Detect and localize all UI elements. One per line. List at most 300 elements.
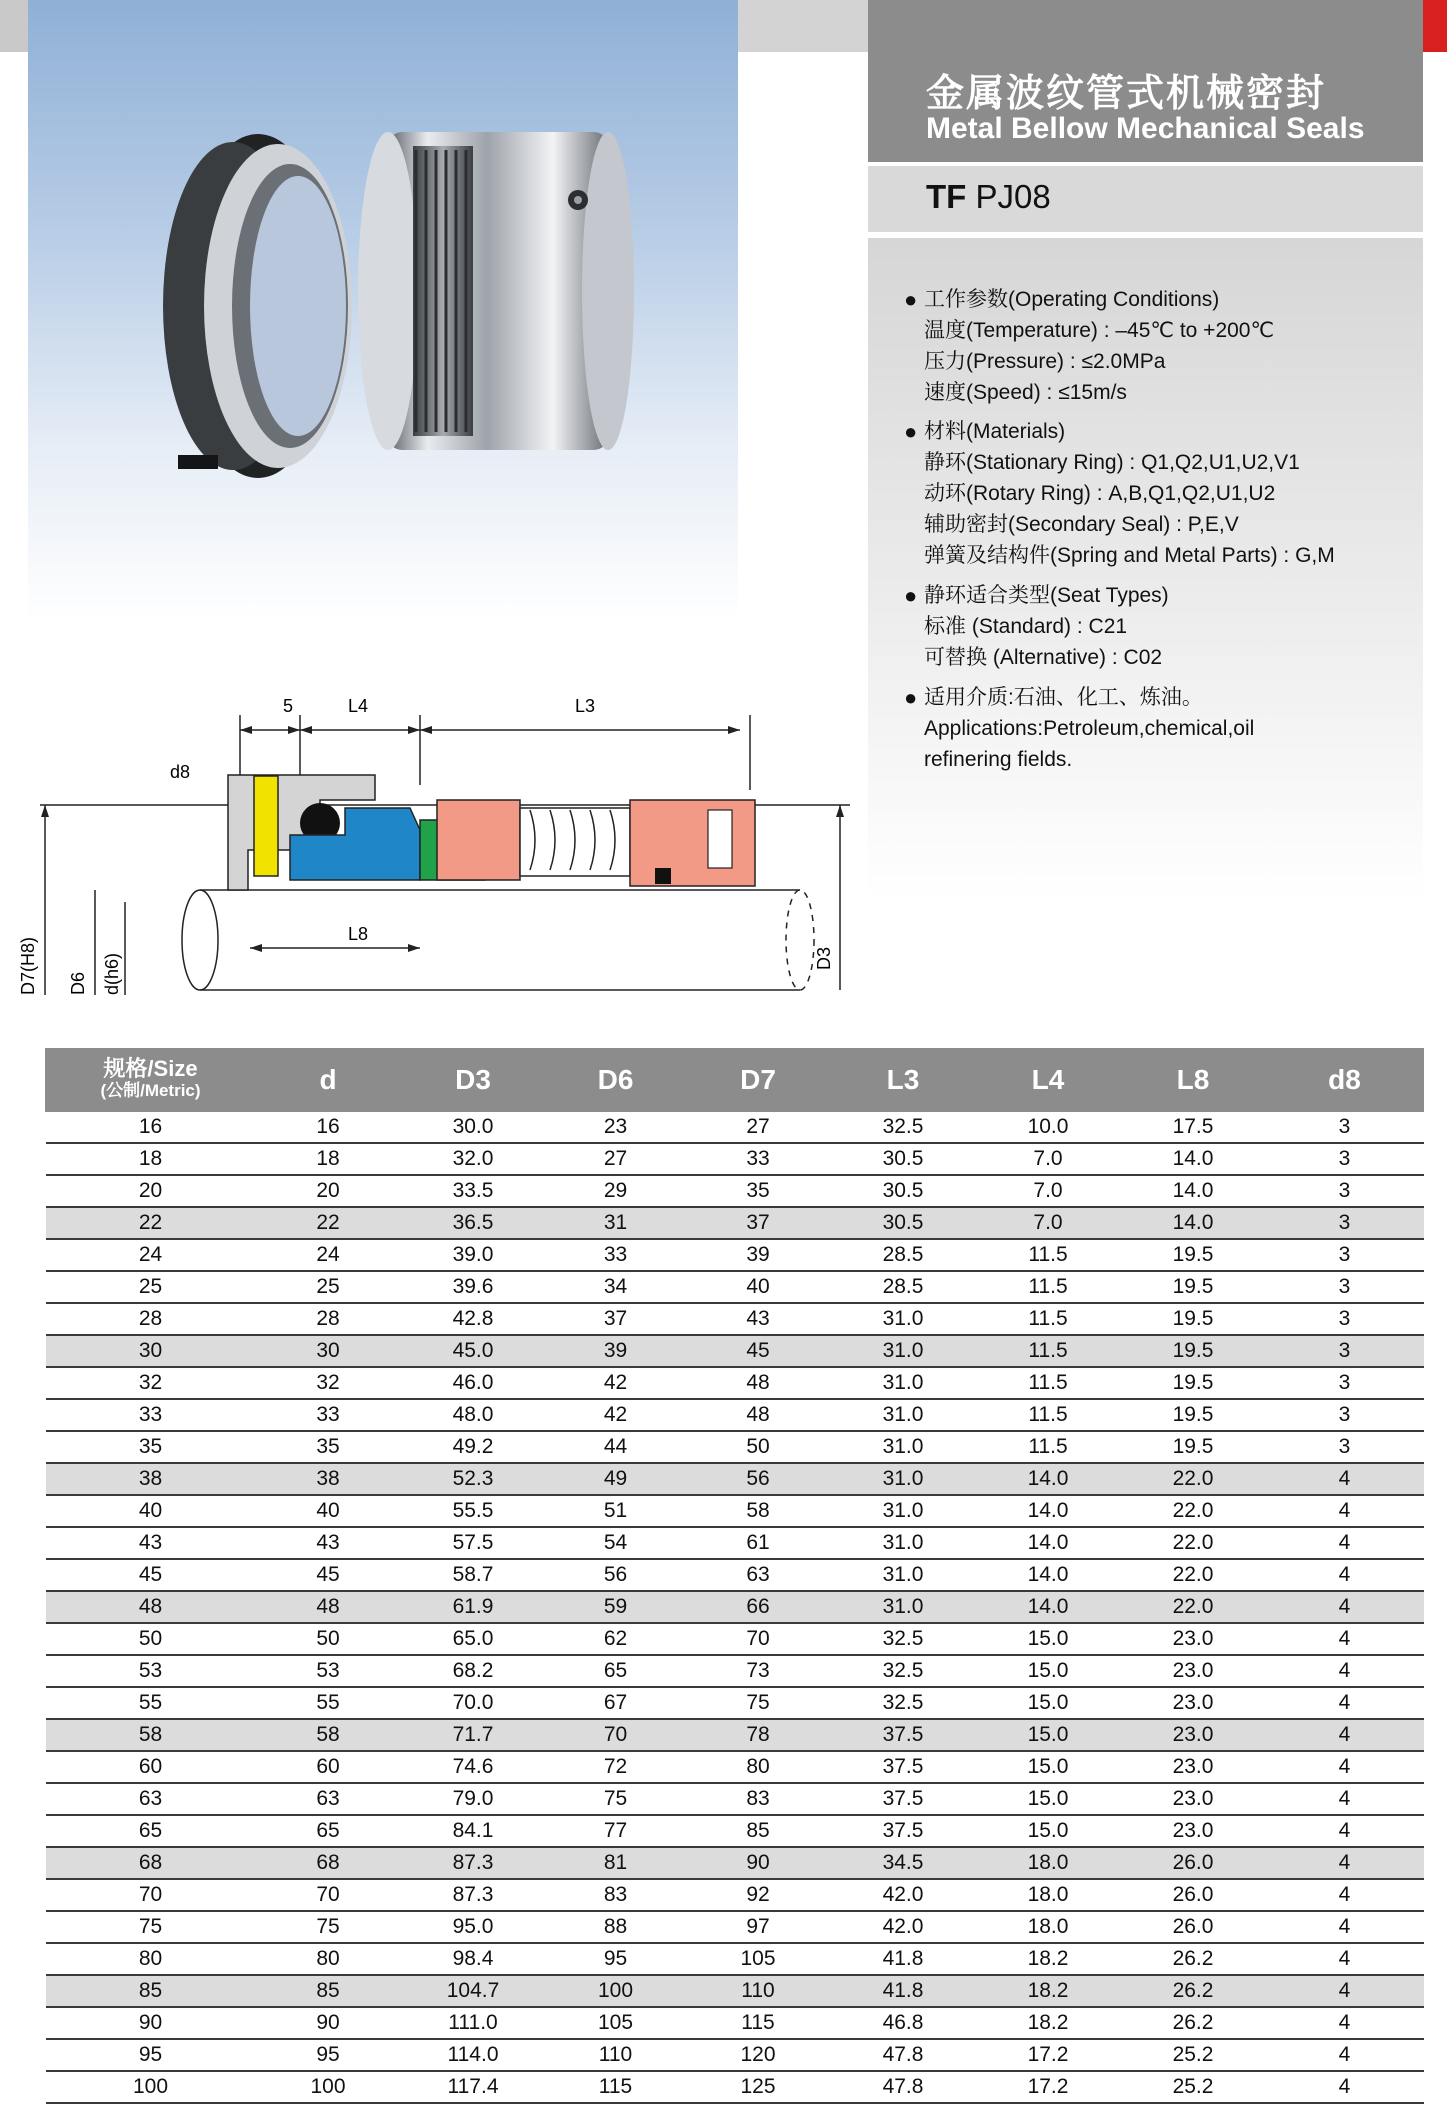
table-cell: 36.5	[401, 1207, 546, 1239]
materials-heading: 材料(Materials)	[924, 420, 1066, 443]
table-cell: 3	[1266, 1431, 1424, 1463]
table-cell: 19.5	[1121, 1431, 1266, 1463]
table-cell: 90	[256, 2007, 401, 2039]
table-cell: 11.5	[976, 1239, 1121, 1271]
table-cell: 26.0	[1121, 1847, 1266, 1879]
table-cell: 34.5	[831, 1847, 976, 1879]
table-cell: 73	[686, 1655, 831, 1687]
table-cell: 120	[686, 2039, 831, 2071]
table-cell: 66	[686, 1591, 831, 1623]
table-cell: 23.0	[1121, 1719, 1266, 1751]
model-prefix: TF	[926, 178, 967, 215]
table-cell: 31.0	[831, 1399, 976, 1431]
model-panel	[868, 166, 1423, 232]
table-cell: 39.0	[401, 1239, 546, 1271]
table-cell: 15.0	[976, 1751, 1121, 1783]
dim-label-d: d(h6)	[102, 952, 122, 995]
table-cell: 42.8	[401, 1303, 546, 1335]
table-cell: 11.5	[976, 1303, 1121, 1335]
table-cell: 25.2	[1121, 2039, 1266, 2071]
seat-types	[904, 580, 1169, 673]
table-row	[46, 1143, 1424, 1175]
table-cell: 23.0	[1121, 1687, 1266, 1719]
table-cell: 7.0	[976, 1143, 1121, 1175]
table-cell: 23.0	[1121, 1783, 1266, 1815]
table-cell: 42	[546, 1367, 686, 1399]
table-cell: 30	[46, 1335, 256, 1367]
table-cell: 78	[686, 1719, 831, 1751]
table-cell: 44	[546, 1431, 686, 1463]
table-cell: 11.5	[976, 1431, 1121, 1463]
table-cell: 70	[46, 1879, 256, 1911]
table-cell: 4	[1266, 1495, 1424, 1527]
table-cell: 30.5	[831, 1207, 976, 1239]
table-cell: 100	[46, 2071, 256, 2103]
table-cell: 63	[686, 1559, 831, 1591]
table-cell: 4	[1266, 1591, 1424, 1623]
dim-label-5: 5	[283, 696, 294, 716]
table-cell: 34	[546, 1271, 686, 1303]
table-cell: 4	[1266, 1783, 1424, 1815]
table-cell: 18.2	[976, 2007, 1121, 2039]
table-cell: 43	[256, 1527, 401, 1559]
table-cell: 14.0	[1121, 1175, 1266, 1207]
table-cell: 39	[546, 1335, 686, 1367]
spec-panel	[868, 238, 1423, 900]
table-cell: 17.5	[1121, 1112, 1266, 1144]
title-panel	[868, 52, 1423, 162]
table-cell: 28	[46, 1303, 256, 1335]
table-cell: 50	[256, 1623, 401, 1655]
table-cell: 39.6	[401, 1271, 546, 1303]
table-cell: 67	[546, 1687, 686, 1719]
table-cell: 54	[546, 1527, 686, 1559]
table-cell: 98.4	[401, 1943, 546, 1975]
table-cell: 24	[256, 1239, 401, 1271]
table-cell: 22.0	[1121, 1527, 1266, 1559]
bullet-icon: ●	[904, 685, 918, 710]
table-cell: 20	[46, 1175, 256, 1207]
table-cell: 38	[46, 1463, 256, 1495]
table-cell: 32.5	[831, 1112, 976, 1144]
table-row	[46, 1399, 1424, 1431]
table-cell: 85	[686, 1815, 831, 1847]
applications-line: refinering fields.	[924, 748, 1073, 771]
table-cell: 48	[686, 1399, 831, 1431]
table-cell: 28.5	[831, 1239, 976, 1271]
table-row	[46, 1239, 1424, 1271]
table-cell: 4	[1266, 1463, 1424, 1495]
operating-line: 速度(Speed) : ≤15m/s	[924, 381, 1127, 404]
table-cell: 4	[1266, 1719, 1424, 1751]
materials-line: 辅助密封(Secondary Seal) : P,E,V	[924, 513, 1239, 536]
table-cell: 31.0	[831, 1591, 976, 1623]
table-row	[46, 1495, 1424, 1527]
table-row	[46, 1719, 1424, 1751]
table-cell: 11.5	[976, 1399, 1121, 1431]
table-cell: 22	[256, 1207, 401, 1239]
table-cell: 68	[46, 1847, 256, 1879]
table-cell: 22.0	[1121, 1463, 1266, 1495]
table-cell: 49.2	[401, 1431, 546, 1463]
col-header: L4	[976, 1049, 1121, 1112]
table-cell: 55.5	[401, 1495, 546, 1527]
top-bar-dark-segment	[868, 0, 1423, 52]
table-cell: 7.0	[976, 1207, 1121, 1239]
table-cell: 25	[46, 1271, 256, 1303]
table-row	[46, 1175, 1424, 1207]
top-bar-light-segment	[738, 0, 868, 52]
table-cell: 75	[46, 1911, 256, 1943]
table-cell: 22.0	[1121, 1559, 1266, 1591]
table-cell: 70.0	[401, 1687, 546, 1719]
table-cell: 37	[546, 1303, 686, 1335]
table-cell: 117.4	[401, 2071, 546, 2103]
dim-label-l4: L4	[348, 696, 369, 716]
table-cell: 28	[256, 1303, 401, 1335]
table-cell: 42.0	[831, 1879, 976, 1911]
table-cell: 90	[46, 2007, 256, 2039]
table-cell: 4	[1266, 1655, 1424, 1687]
table-cell: 3	[1266, 1303, 1424, 1335]
model-code: PJ08	[975, 178, 1051, 215]
table-cell: 19.5	[1121, 1367, 1266, 1399]
table-cell: 95	[46, 2039, 256, 2071]
materials-line: 静环(Stationary Ring) : Q1,Q2,U1,U2,V1	[924, 451, 1300, 474]
table-cell: 15.0	[976, 1687, 1121, 1719]
table-cell: 61.9	[401, 1591, 546, 1623]
table-cell: 65	[546, 1655, 686, 1687]
col-header: d8	[1266, 1049, 1424, 1112]
table-cell: 51	[546, 1495, 686, 1527]
table-cell: 100	[546, 1975, 686, 2007]
table-cell: 18.2	[976, 1975, 1121, 2007]
table-cell: 14.0	[1121, 1207, 1266, 1239]
table-cell: 7.0	[976, 1175, 1121, 1207]
table-cell: 22.0	[1121, 1591, 1266, 1623]
table-cell: 4	[1266, 1879, 1424, 1911]
col-header: D6	[546, 1049, 686, 1112]
table-cell: 19.5	[1121, 1335, 1266, 1367]
table-cell: 79.0	[401, 1783, 546, 1815]
operating-heading: 工作参数(Operating Conditions)	[924, 288, 1220, 311]
table-cell: 25	[256, 1271, 401, 1303]
table-row	[46, 1207, 1424, 1239]
table-cell: 10.0	[976, 1112, 1121, 1144]
table-cell: 35	[686, 1175, 831, 1207]
table-cell: 14.0	[976, 1527, 1121, 1559]
bullet-icon: ●	[904, 287, 918, 312]
table-cell: 53	[256, 1655, 401, 1687]
product-photo-illustration	[28, 0, 738, 620]
table-body	[46, 1112, 1424, 2104]
table-cell: 63	[256, 1783, 401, 1815]
table-row	[46, 2007, 1424, 2039]
table-cell: 65	[256, 1815, 401, 1847]
table-cell: 85	[46, 1975, 256, 2007]
table-cell: 17.2	[976, 2071, 1121, 2103]
table-row	[46, 1879, 1424, 1911]
table-cell: 11.5	[976, 1271, 1121, 1303]
table-cell: 83	[546, 1879, 686, 1911]
table-cell: 3	[1266, 1367, 1424, 1399]
size-header: 规格/Size	[103, 1056, 198, 1081]
table-cell: 60	[46, 1751, 256, 1783]
table-cell: 80	[46, 1943, 256, 1975]
table-cell: 31.0	[831, 1527, 976, 1559]
table-cell: 4	[1266, 1687, 1424, 1719]
table-cell: 42.0	[831, 1911, 976, 1943]
table-cell: 31.0	[831, 1559, 976, 1591]
table-cell: 95	[546, 1943, 686, 1975]
table-cell: 35	[256, 1431, 401, 1463]
table-cell: 68	[256, 1847, 401, 1879]
table-cell: 33	[46, 1399, 256, 1431]
table-cell: 75	[686, 1687, 831, 1719]
table-cell: 3	[1266, 1271, 1424, 1303]
table-cell: 16	[256, 1112, 401, 1144]
table-cell: 15.0	[976, 1719, 1121, 1751]
table-cell: 95.0	[401, 1911, 546, 1943]
table-cell: 57.5	[401, 1527, 546, 1559]
table-cell: 14.0	[976, 1591, 1121, 1623]
table-row	[46, 1112, 1424, 1144]
table-cell: 14.0	[976, 1463, 1121, 1495]
table-row	[46, 1687, 1424, 1719]
table-cell: 77	[546, 1815, 686, 1847]
table-row	[46, 1271, 1424, 1303]
table-cell: 95	[256, 2039, 401, 2071]
table-cell: 100	[256, 2071, 401, 2103]
table-cell: 19.5	[1121, 1399, 1266, 1431]
table-cell: 35	[46, 1431, 256, 1463]
table-cell: 71.7	[401, 1719, 546, 1751]
table-cell: 65.0	[401, 1623, 546, 1655]
table-row	[46, 1527, 1424, 1559]
table-cell: 15.0	[976, 1655, 1121, 1687]
table-cell: 37.5	[831, 1719, 976, 1751]
size-subheader: (公制/Metric)	[100, 1081, 201, 1100]
table-row	[46, 1623, 1424, 1655]
table-cell: 42	[546, 1399, 686, 1431]
table-cell: 50	[46, 1623, 256, 1655]
bullet-icon: ●	[904, 419, 918, 444]
materials-line: 弹簧及结构件(Spring and Metal Parts) : G,M	[924, 544, 1335, 567]
operating-conditions	[904, 284, 1275, 408]
table-cell: 40	[46, 1495, 256, 1527]
table-cell: 111.0	[401, 2007, 546, 2039]
title-chinese: 金属波纹管式机械密封	[926, 73, 1327, 115]
table-cell: 90	[686, 1847, 831, 1879]
applications-heading: 适用介质:石油、化工、炼油。	[924, 686, 1203, 709]
table-row	[46, 2039, 1424, 2071]
table-cell: 52.3	[401, 1463, 546, 1495]
cross-section-drawing	[0, 690, 860, 1020]
table-cell: 22	[46, 1207, 256, 1239]
table-cell: 115	[686, 2007, 831, 2039]
table-cell: 4	[1266, 1751, 1424, 1783]
table-cell: 114.0	[401, 2039, 546, 2071]
table-cell: 14.0	[1121, 1143, 1266, 1175]
table-cell: 4	[1266, 1943, 1424, 1975]
table-cell: 41.8	[831, 1943, 976, 1975]
applications-line: Applications:Petroleum,chemical,oil	[924, 717, 1255, 740]
table-cell: 4	[1266, 1847, 1424, 1879]
table-cell: 37	[686, 1207, 831, 1239]
table-row	[46, 1431, 1424, 1463]
seat-line: 标准 (Standard) : C21	[924, 615, 1128, 638]
table-cell: 3	[1266, 1335, 1424, 1367]
table-cell: 19.5	[1121, 1303, 1266, 1335]
table-cell: 39	[686, 1239, 831, 1271]
table-cell: 18.0	[976, 1847, 1121, 1879]
table-row	[46, 1559, 1424, 1591]
table-cell: 4	[1266, 2007, 1424, 2039]
table-row	[46, 1751, 1424, 1783]
table-cell: 23.0	[1121, 1623, 1266, 1655]
table-cell: 63	[46, 1783, 256, 1815]
table-cell: 125	[686, 2071, 831, 2103]
table-cell: 3	[1266, 1175, 1424, 1207]
table-cell: 37.5	[831, 1783, 976, 1815]
table-cell: 30.5	[831, 1175, 976, 1207]
table-cell: 55	[46, 1687, 256, 1719]
table-cell: 30.0	[401, 1112, 546, 1144]
table-cell: 20	[256, 1175, 401, 1207]
table-cell: 3	[1266, 1399, 1424, 1431]
table-cell: 33.5	[401, 1175, 546, 1207]
table-cell: 33	[686, 1143, 831, 1175]
table-cell: 83	[686, 1783, 831, 1815]
table-cell: 27	[686, 1112, 831, 1144]
table-cell: 4	[1266, 2071, 1424, 2103]
table-cell: 49	[546, 1463, 686, 1495]
table-cell: 23.0	[1121, 1751, 1266, 1783]
table-cell: 60	[256, 1751, 401, 1783]
table-cell: 18.0	[976, 1911, 1121, 1943]
table-cell: 97	[686, 1911, 831, 1943]
table-cell: 31.0	[831, 1463, 976, 1495]
table-cell: 31.0	[831, 1335, 976, 1367]
col-header-size	[46, 1049, 256, 1112]
table-row	[46, 1463, 1424, 1495]
table-row	[46, 1367, 1424, 1399]
table-row	[46, 1815, 1424, 1847]
table-cell: 4	[1266, 1911, 1424, 1943]
table-cell: 46.8	[831, 2007, 976, 2039]
table-cell: 19.5	[1121, 1271, 1266, 1303]
table-cell: 32.5	[831, 1623, 976, 1655]
dim-label-d8: d8	[170, 762, 191, 782]
operating-line: 压力(Pressure) : ≤2.0MPa	[924, 350, 1166, 373]
table-cell: 110	[546, 2039, 686, 2071]
table-cell: 80	[686, 1751, 831, 1783]
table-cell: 31.0	[831, 1367, 976, 1399]
table-row	[46, 1943, 1424, 1975]
table-cell: 3	[1266, 1112, 1424, 1144]
table-cell: 4	[1266, 1815, 1424, 1847]
table-row	[46, 1847, 1424, 1879]
table-cell: 32.0	[401, 1143, 546, 1175]
table-cell: 27	[546, 1143, 686, 1175]
product-photo	[28, 0, 738, 620]
table-cell: 87.3	[401, 1879, 546, 1911]
table-cell: 48	[256, 1591, 401, 1623]
table-row	[46, 2071, 1424, 2103]
table-cell: 110	[686, 1975, 831, 2007]
table-cell: 46.0	[401, 1367, 546, 1399]
table-cell: 41.8	[831, 1975, 976, 2007]
table-cell: 84.1	[401, 1815, 546, 1847]
dim-label-d3: D3	[814, 946, 834, 970]
table-cell: 15.0	[976, 1815, 1121, 1847]
col-header: L8	[1121, 1049, 1266, 1112]
table-cell: 48.0	[401, 1399, 546, 1431]
table-cell: 32	[256, 1367, 401, 1399]
table-cell: 104.7	[401, 1975, 546, 2007]
table-cell: 45	[256, 1559, 401, 1591]
table-cell: 47.8	[831, 2039, 976, 2071]
table-cell: 15.0	[976, 1623, 1121, 1655]
table-cell: 38	[256, 1463, 401, 1495]
table-cell: 18	[46, 1143, 256, 1175]
table-cell: 26.2	[1121, 1943, 1266, 1975]
table-cell: 59	[546, 1591, 686, 1623]
table-cell: 81	[546, 1847, 686, 1879]
table-cell: 23	[546, 1112, 686, 1144]
col-header: L3	[831, 1049, 976, 1112]
table-cell: 24	[46, 1239, 256, 1271]
materials	[904, 416, 1335, 571]
bullet-icon: ●	[904, 583, 918, 608]
table-cell: 55	[256, 1687, 401, 1719]
table-cell: 58	[686, 1495, 831, 1527]
table-row	[46, 1303, 1424, 1335]
table-cell: 4	[1266, 1527, 1424, 1559]
materials-line: 动环(Rotary Ring) : A,B,Q1,Q2,U1,U2	[924, 482, 1276, 505]
dimension-table	[45, 1048, 1424, 2104]
table-cell: 33	[546, 1239, 686, 1271]
table-cell: 43	[46, 1527, 256, 1559]
col-header: d	[256, 1049, 401, 1112]
table-cell: 43	[686, 1303, 831, 1335]
table-cell: 22.0	[1121, 1495, 1266, 1527]
table-cell: 62	[546, 1623, 686, 1655]
table-cell: 32.5	[831, 1655, 976, 1687]
table-cell: 3	[1266, 1207, 1424, 1239]
table-cell: 45	[686, 1335, 831, 1367]
table-row	[46, 1655, 1424, 1687]
table-cell: 29	[546, 1175, 686, 1207]
table-cell: 92	[686, 1879, 831, 1911]
table-cell: 11.5	[976, 1367, 1121, 1399]
table-cell: 31	[546, 1207, 686, 1239]
table-cell: 3	[1266, 1143, 1424, 1175]
table-cell: 14.0	[976, 1495, 1121, 1527]
model-name	[926, 178, 1051, 216]
table-header-row	[46, 1049, 1424, 1112]
table-cell: 4	[1266, 1559, 1424, 1591]
table-cell: 61	[686, 1527, 831, 1559]
seat-line: 可替换 (Alternative) : C02	[924, 646, 1163, 669]
table-cell: 40	[256, 1495, 401, 1527]
table-cell: 74.6	[401, 1751, 546, 1783]
table-cell: 105	[686, 1943, 831, 1975]
table-cell: 37.5	[831, 1815, 976, 1847]
table-cell: 80	[256, 1943, 401, 1975]
table-cell: 45.0	[401, 1335, 546, 1367]
dim-label-l3: L3	[575, 696, 596, 716]
